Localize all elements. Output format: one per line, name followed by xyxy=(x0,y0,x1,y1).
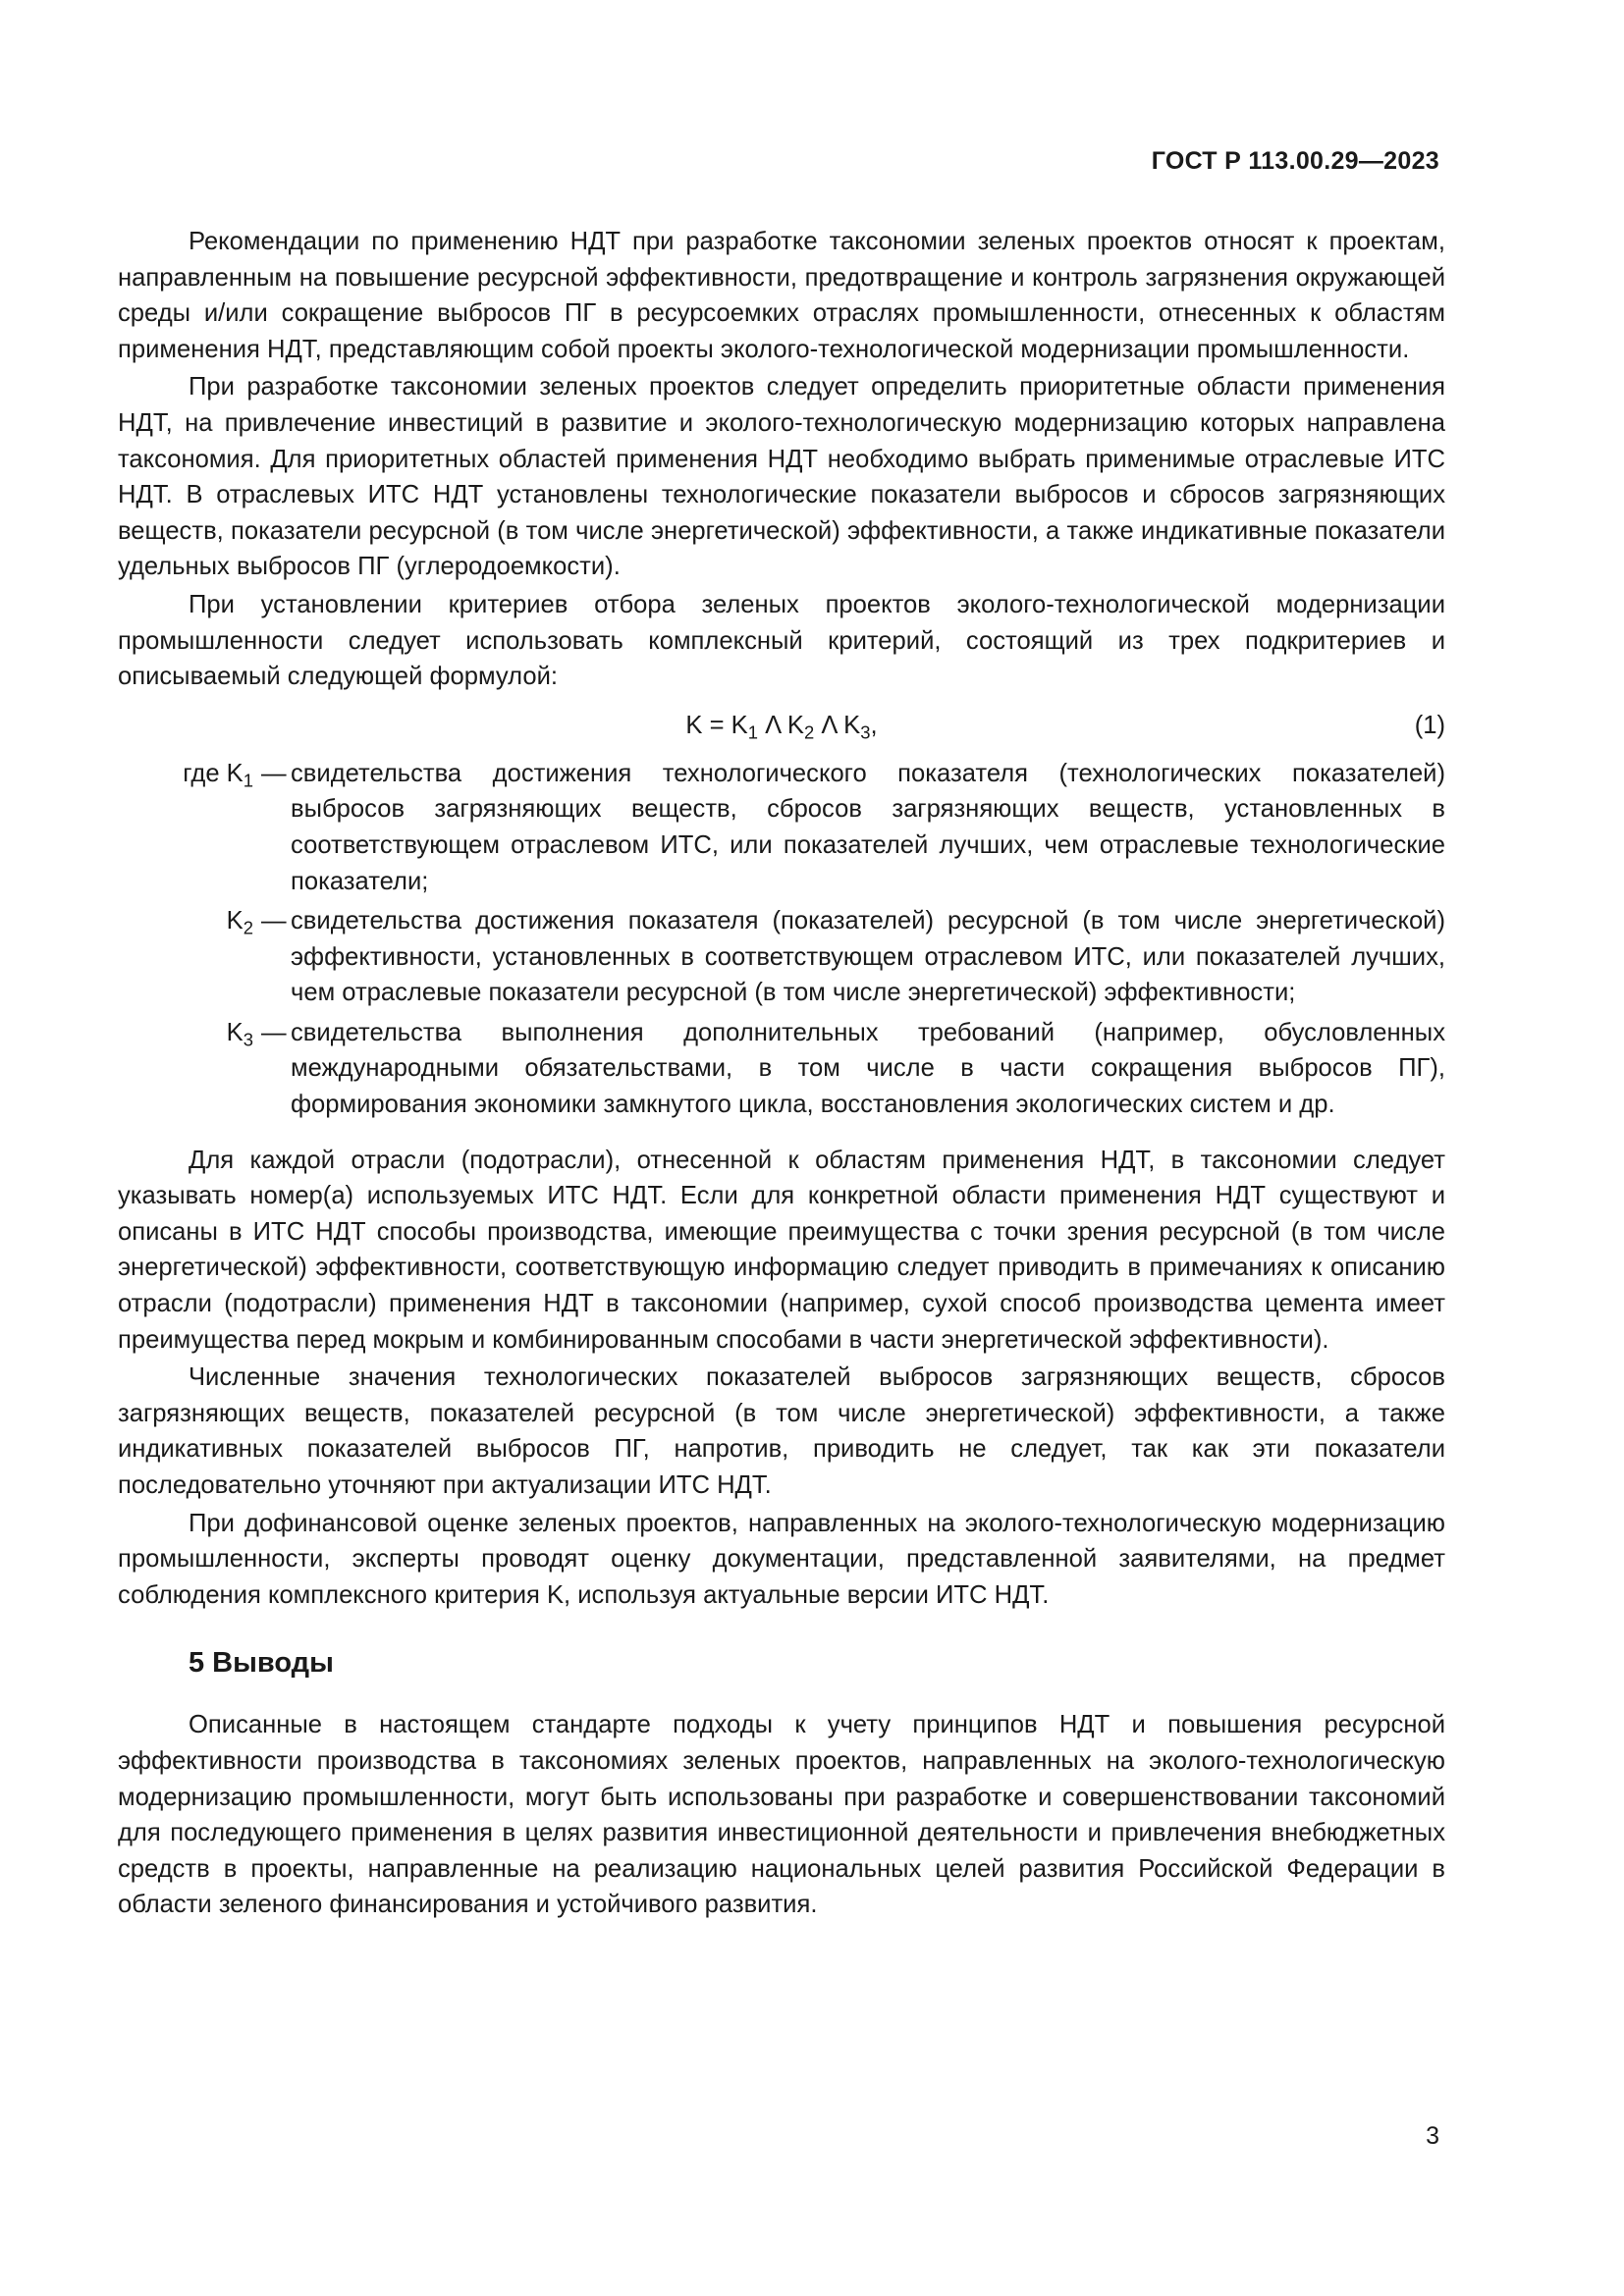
definition-text: свидетельства достижения технологического показателя (технологических показателей) выбросов загрязняющих веществ, сбросов загрязняющих веществ, установленных в соответствующем отраслевом ИТС, или показателей лучших, чем отраслевые технологические показатели; xyxy=(291,759,1445,895)
definition-text: свидетельства достижения показателя (показателей) ресурсной (в том числе энергетической) эффективности, установленных в соответствующем отраслевом ИТС, или показателей лучших, чем отраслевые показатели ресурсной (в том числе энергетической) эффективности; xyxy=(291,907,1445,1007)
paragraph-criteria-intro: При установлении критериев отбора зеленых проектов эколого-технологической модернизации промышленности следует использовать комплексный критерий, состоящий из трех подкритериев и описываемый следующей формулой: xyxy=(118,590,1445,691)
formula-definitions xyxy=(118,756,1445,1123)
definition-k2 xyxy=(118,903,1445,1011)
definition-symbol: где $K_1$ xyxy=(183,759,253,791)
definition-dash: — xyxy=(261,907,287,935)
definition-dash: — xyxy=(261,759,287,787)
document-body xyxy=(118,224,1445,1923)
definition-dash: — xyxy=(261,1018,287,1046)
page-number: 3 xyxy=(1426,2122,1439,2150)
definition-k1 xyxy=(118,756,1445,899)
formula-1 xyxy=(118,708,1445,745)
paragraph-prefinancing-assessment: При дофинансовой оценке зеленых проектов, направленных на эколого-технологическую модернизацию промышленности, эксперты проводят оценку документации, представленной заявителями, на предмет соблюдения комплексного критерия K, используя актуальные версии ИТС НДТ. xyxy=(118,1509,1445,1609)
definition-k3 xyxy=(118,1015,1445,1123)
paragraph-conclusions: Описанные в настоящем стандарте подходы к учету принципов НДТ и повышения ресурсной эффективности производства в таксономиях зеленых проектов, направленных на эколого-технологическую модернизацию промышленности, могут быть использованы при разработке и совершенствовании таксономий для последующего применения в целях развития инвестиционной деятельности и привлечения внебюджетных средств в проекты, направленные на реализацию национальных целей развития Российской Федерации в области зеленого финансирования и устойчивого развития. xyxy=(118,1711,1445,1919)
definition-symbol: $K_3$ xyxy=(226,1018,253,1050)
paragraph-numeric-values: Численные значения технологических показателей выбросов загрязняющих веществ, сбросов загрязняющих веществ, показателей ресурсной (в том числе энергетической) эффективности, а также индикативных показателей выбросов ПГ, напротив, приводить не следует, так как эти показатели последовательно уточняют при актуализации ИТС НДТ. xyxy=(118,1363,1445,1499)
section-heading-conclusions: 5 Выводы xyxy=(189,1647,334,1680)
formula-expression: $K = K_1$ Λ $K_2$ Λ $K_3$, xyxy=(685,711,878,743)
document-header-id: ГОСТ Р 113.00.29—2023 xyxy=(1151,147,1439,175)
paragraph-industry-references: Для каждой отрасли (подотрасли), отнесенной к областям применения НДТ, в таксономии следует указывать номер(а) используемых ИТС НДТ. Если для конкретной области применения НДТ существуют и описаны в ИТС НДТ способы производства, имеющие преимущества с точки зрения ресурсной (в том числе энергетической) эффективности, соответствующую информацию следует приводить в примечаниях к описанию отрасли (подотрасли) применения НДТ в таксономии (например, сухой способ производства цемента имеет преимущества перед мокрым и комбинированным способами в части энергетической эффективности). xyxy=(118,1146,1445,1354)
definition-text: свидетельства выполнения дополнительных требований (например, обусловленных международными обязательствами, в том числе в части сокращения выбросов ПГ), формирования экономики замкнутого цикла, восстановления экологических систем и др. xyxy=(291,1018,1445,1119)
paragraph-recommendations: Рекомендации по применению НДТ при разработке таксономии зеленых проектов относят к проектам, направленным на повышение ресурсной эффективности, предотвращение и контроль загрязнения окружающей среды и/или сокращение выбросов ПГ в ресурсоемких отраслях промышленности, отнесенных к областям применения НДТ, представляющим собой проекты эколого-технологической модернизации промышленности. xyxy=(118,228,1445,363)
formula-number: (1) xyxy=(1414,711,1445,739)
paragraph-priority-areas: При разработке таксономии зеленых проектов следует определить приоритетные области применения НДТ, на привлечение инвестиций в развитие и эколого-технологическую модернизацию которых направлена таксономия. Для приоритетных областей применения НДТ необходимо выбрать применимые отраслевые ИТС НДТ. В отраслевых ИТС НДТ установлены технологические показатели выбросов и сбросов загрязняющих веществ, показатели ресурсной (в том числе энергетической) эффективности, а также индикативные показатели удельных выбросов ПГ (углеродоемкости). xyxy=(118,373,1445,581)
definition-symbol: $K_2$ xyxy=(226,907,253,938)
